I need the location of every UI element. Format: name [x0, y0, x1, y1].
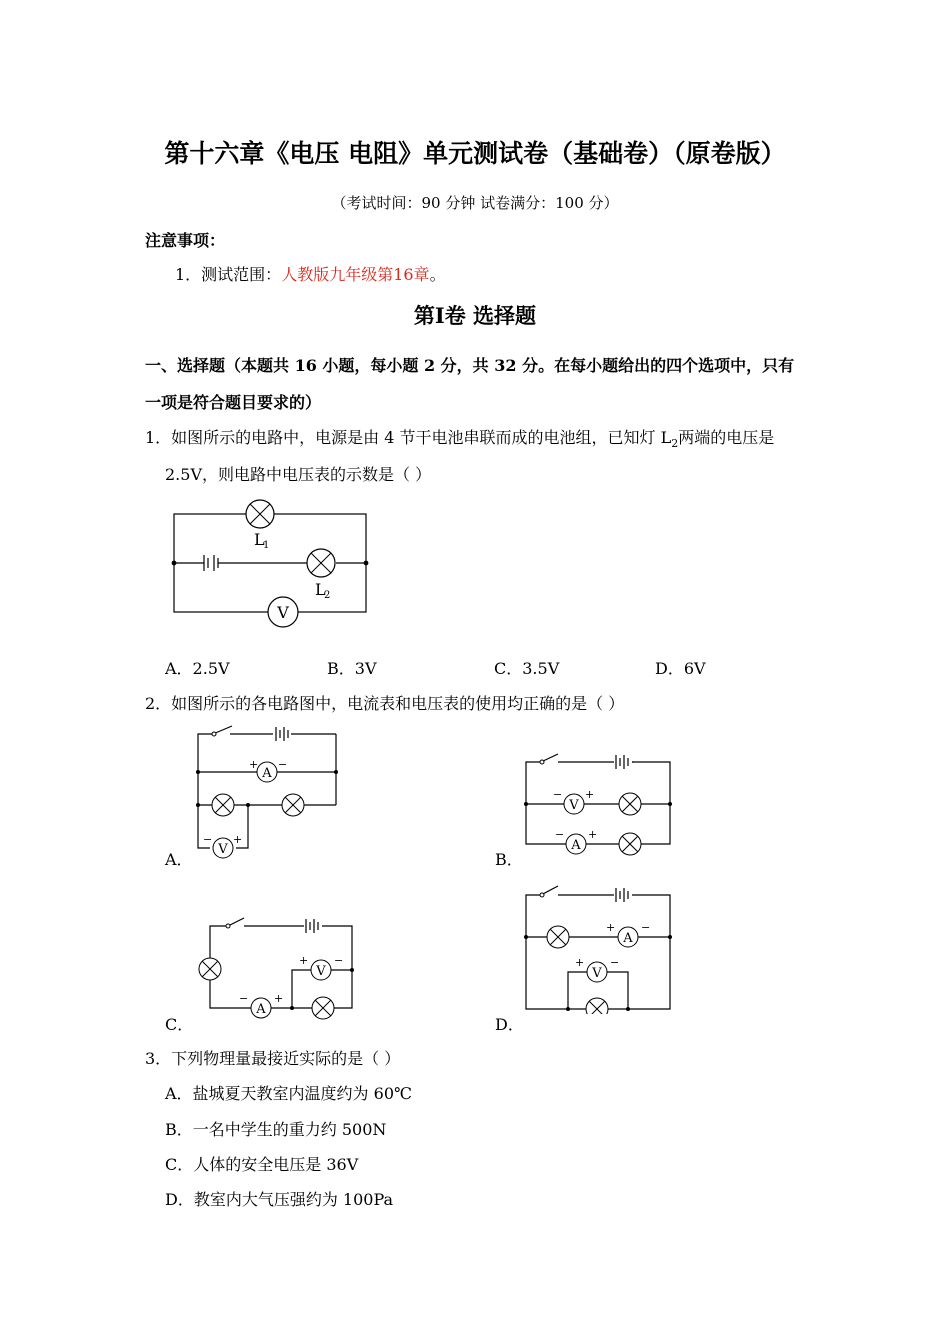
q2-stem: 2．如图所示的各电路图中，电流表和电压表的使用均正确的是（ ） — [145, 694, 625, 713]
svg-text:−: − — [641, 921, 651, 934]
notes-item-1: 1．测试范围：人教版九年级第16章。 — [175, 265, 446, 284]
svg-text:+: + — [274, 992, 284, 1005]
svg-text:+: + — [233, 833, 243, 846]
svg-text:+: + — [575, 956, 585, 969]
svg-text:+: + — [588, 828, 598, 841]
q3-option-d[interactable]: D．教室内大气压强约为 100Pa — [165, 1190, 394, 1209]
svg-text:V: V — [569, 798, 579, 813]
q3-option-b[interactable]: B．一名中学生的重力约 500N — [165, 1120, 387, 1139]
lamp-icon — [547, 926, 569, 948]
q1-line2: 2.5V，则电路中电压表的示数是（ ） — [165, 465, 432, 484]
svg-text:−: − — [610, 956, 620, 969]
ammeter-icon — [606, 921, 650, 947]
svg-text:−: − — [555, 828, 565, 841]
svg-text:−: − — [553, 788, 563, 801]
svg-text:L: L — [315, 580, 326, 599]
q1-option-d[interactable]: D．6V — [655, 659, 706, 678]
q2-circuit-c — [194, 914, 359, 1026]
ammeter-icon — [249, 758, 287, 782]
part1-line2: 一项是符合题目要求的） — [145, 393, 322, 412]
q2-option-a[interactable]: A． — [165, 850, 193, 869]
lamp-icon — [619, 833, 641, 855]
page-title: 第十六章《电压 电阻》单元测试卷（基础卷）（原卷版） — [164, 139, 786, 168]
lamp-icon — [586, 998, 608, 1014]
voltmeter-icon — [575, 956, 619, 982]
lamp-icon — [199, 958, 221, 980]
svg-text:V: V — [218, 842, 228, 857]
svg-text:V: V — [277, 603, 289, 622]
q2-circuit-b — [522, 752, 677, 862]
q2-circuit-a — [192, 722, 342, 862]
lamp-l2 — [307, 549, 335, 577]
lamp-icon — [619, 793, 641, 815]
q3-option-c[interactable]: C．人体的安全电压是 36V — [165, 1155, 359, 1174]
svg-text:L: L — [254, 530, 265, 549]
lamp-l1 — [246, 500, 274, 528]
q2-circuit-b-wire — [558, 760, 614, 764]
svg-text:V: V — [316, 964, 326, 979]
q1-circuit-figure — [168, 495, 378, 635]
q1-option-b[interactable]: B．3V — [327, 659, 377, 678]
voltmeter — [268, 597, 298, 627]
svg-text:+: + — [606, 921, 616, 934]
svg-text:+: + — [249, 758, 259, 771]
q1-option-a[interactable]: A．2.5V — [165, 659, 230, 678]
ammeter-icon — [239, 992, 283, 1018]
svg-text:+: + — [299, 954, 309, 967]
voltmeter-icon — [299, 954, 343, 980]
lamp-icon — [282, 794, 304, 816]
q2-option-b[interactable]: B． — [495, 850, 523, 869]
svg-text:V: V — [592, 966, 602, 981]
q1-option-c[interactable]: C．3.5V — [494, 659, 560, 678]
q2-option-c[interactable]: C． — [165, 1015, 194, 1034]
svg-text:−: − — [278, 758, 288, 771]
svg-text:1: 1 — [263, 540, 270, 551]
svg-text:2: 2 — [324, 590, 331, 601]
scope-text: 人教版九年级第16章 — [281, 265, 430, 284]
part1-line1: 一、选择题（本题共 16 小题，每小题 2 分，共 32 分。在每小题给出的四个选项中，只有 — [145, 356, 795, 375]
lamp-icon — [312, 997, 334, 1019]
svg-text:A: A — [623, 931, 633, 946]
svg-text:−: − — [239, 992, 249, 1005]
lamp-icon — [212, 794, 234, 816]
exam-info: （考试时间：90 分钟 试卷满分：100 分） — [331, 194, 619, 212]
ammeter-icon — [555, 828, 597, 854]
voltmeter-icon — [553, 788, 594, 814]
svg-text:+: + — [585, 788, 595, 801]
q2-option-d[interactable]: D． — [495, 1015, 524, 1034]
q3-option-a[interactable]: A．盐城夏天教室内温度约为 60℃ — [165, 1084, 412, 1103]
section-title: 第Ⅰ卷 选择题 — [413, 303, 537, 328]
q3-stem: 3．下列物理量最接近实际的是（ ） — [145, 1049, 401, 1068]
svg-text:A: A — [262, 766, 272, 781]
notes-heading: 注意事项： — [145, 231, 226, 250]
q1-line1: 1．如图所示的电路中，电源是由 4 节干电池串联而成的电池组，已知灯 $L_2$两端的电压是 — [145, 428, 775, 451]
svg-text:−: − — [334, 954, 344, 967]
q2-circuit-d — [522, 882, 677, 1014]
svg-text:−: − — [203, 833, 213, 846]
voltmeter-icon — [203, 833, 242, 858]
svg-text:A: A — [571, 838, 581, 853]
svg-text:A: A — [256, 1002, 266, 1017]
